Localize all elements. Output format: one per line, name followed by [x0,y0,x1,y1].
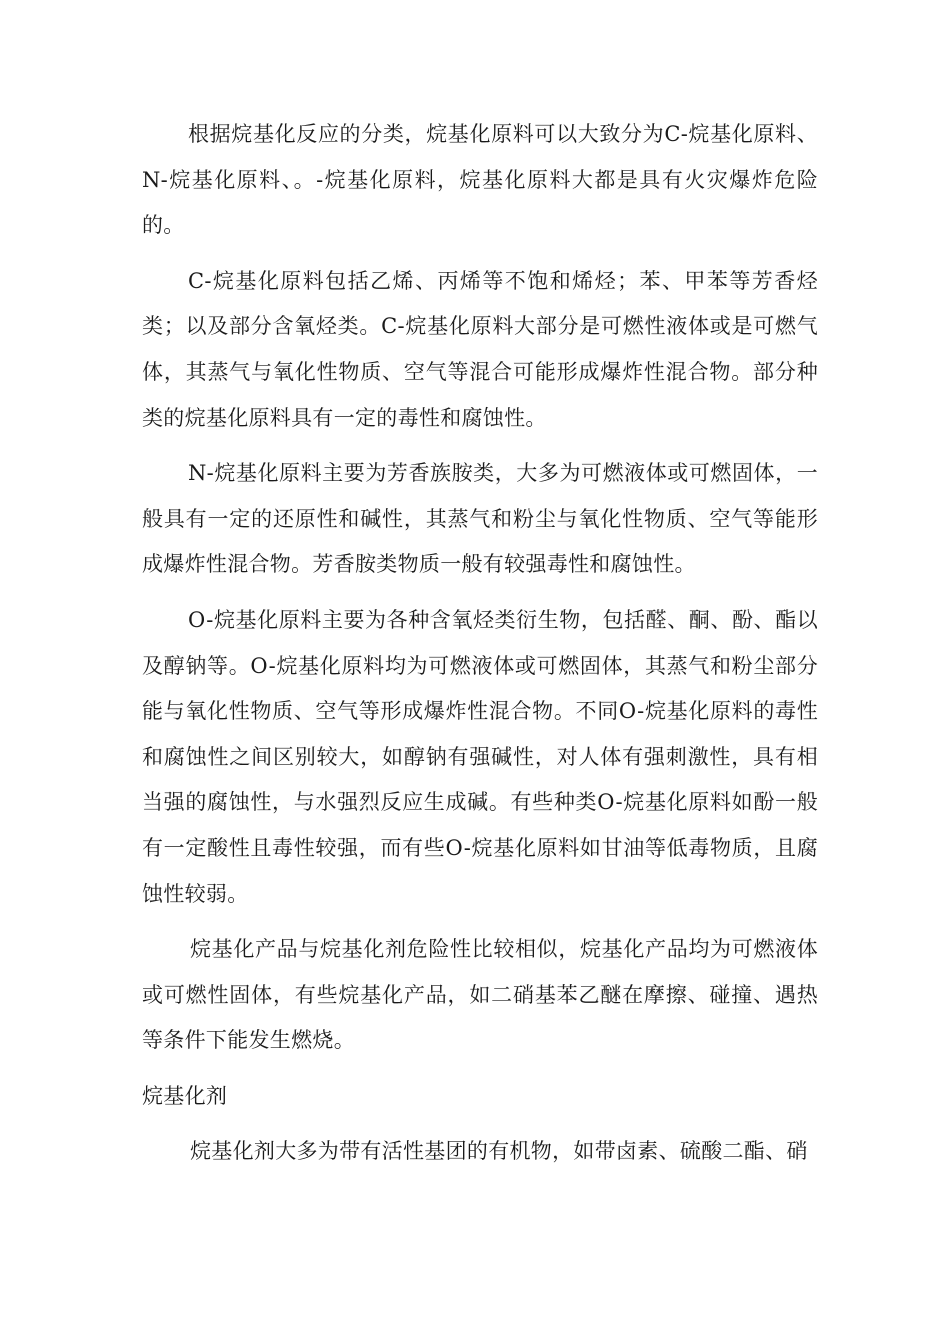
paragraph-c-alkylation: C-烷基化原料包括乙烯、丙烯等不饱和烯烃；苯、甲苯等芳香烃类；以及部分含氧烃类。C-烷基化原料大部分是可燃性液体或是可燃气体，其蒸气与氧化性物质、空气等混合可能形成爆炸性混合物。部分种类的烷基化原料具有一定的毒性和腐蚀性。 [142,268,818,430]
paragraph-alkylation-classification: 根据烷基化反应的分类，烷基化原料可以大致分为C-烷基化原料、N-烷基化原料、。-烷基化原料，烷基化原料大都是具有火灾爆炸危险的。 [142,122,818,238]
paragraph-o-alkylation: O-烷基化原料主要为各种含氧烃类衍生物，包括醛、酮、酚、酯以及醇钠等。O-烷基化原料均为可燃液体或可燃固体，其蒸气和粉尘部分能与氧化性物质、空气等形成爆炸性混合物。不同O-烷基化原料的毒性和腐蚀性之间区别较大，如醇钠有强碱性，对人体有强刺激性，具有相当强的腐蚀性，与水强烈反应生成碱。有些种类O-烷基化原料如酚一般有一定酸性且毒性较强，而有些O-烷基化原料如甘油等低毒物质，且腐蚀性较弱。 [142,607,818,906]
paragraph-n-alkylation: N-烷基化原料主要为芳香族胺类，大多为可燃液体或可燃固体，一般具有一定的还原性和碱性，其蒸气和粉尘与氧化性物质、空气等能形成爆炸性混合物。芳香胺类物质一般有较强毒性和腐蚀性。 [142,461,818,577]
section-heading-alkylating-agent: 烷基化剂 [142,1083,228,1108]
paragraph-alkylating-agent: 烷基化剂大多为带有活性基团的有机物，如带卤素、硫酸二酯、硝 [190,1139,808,1164]
paragraph-alkylation-products: 烷基化产品与烷基化剂危险性比较相似，烷基化产品均为可燃液体或可燃性固体，有些烷基化产品，如二硝基苯乙醚在摩擦、碰撞、遇热等条件下能发生燃烧。 [142,937,818,1053]
document-body [142,112,818,1185]
